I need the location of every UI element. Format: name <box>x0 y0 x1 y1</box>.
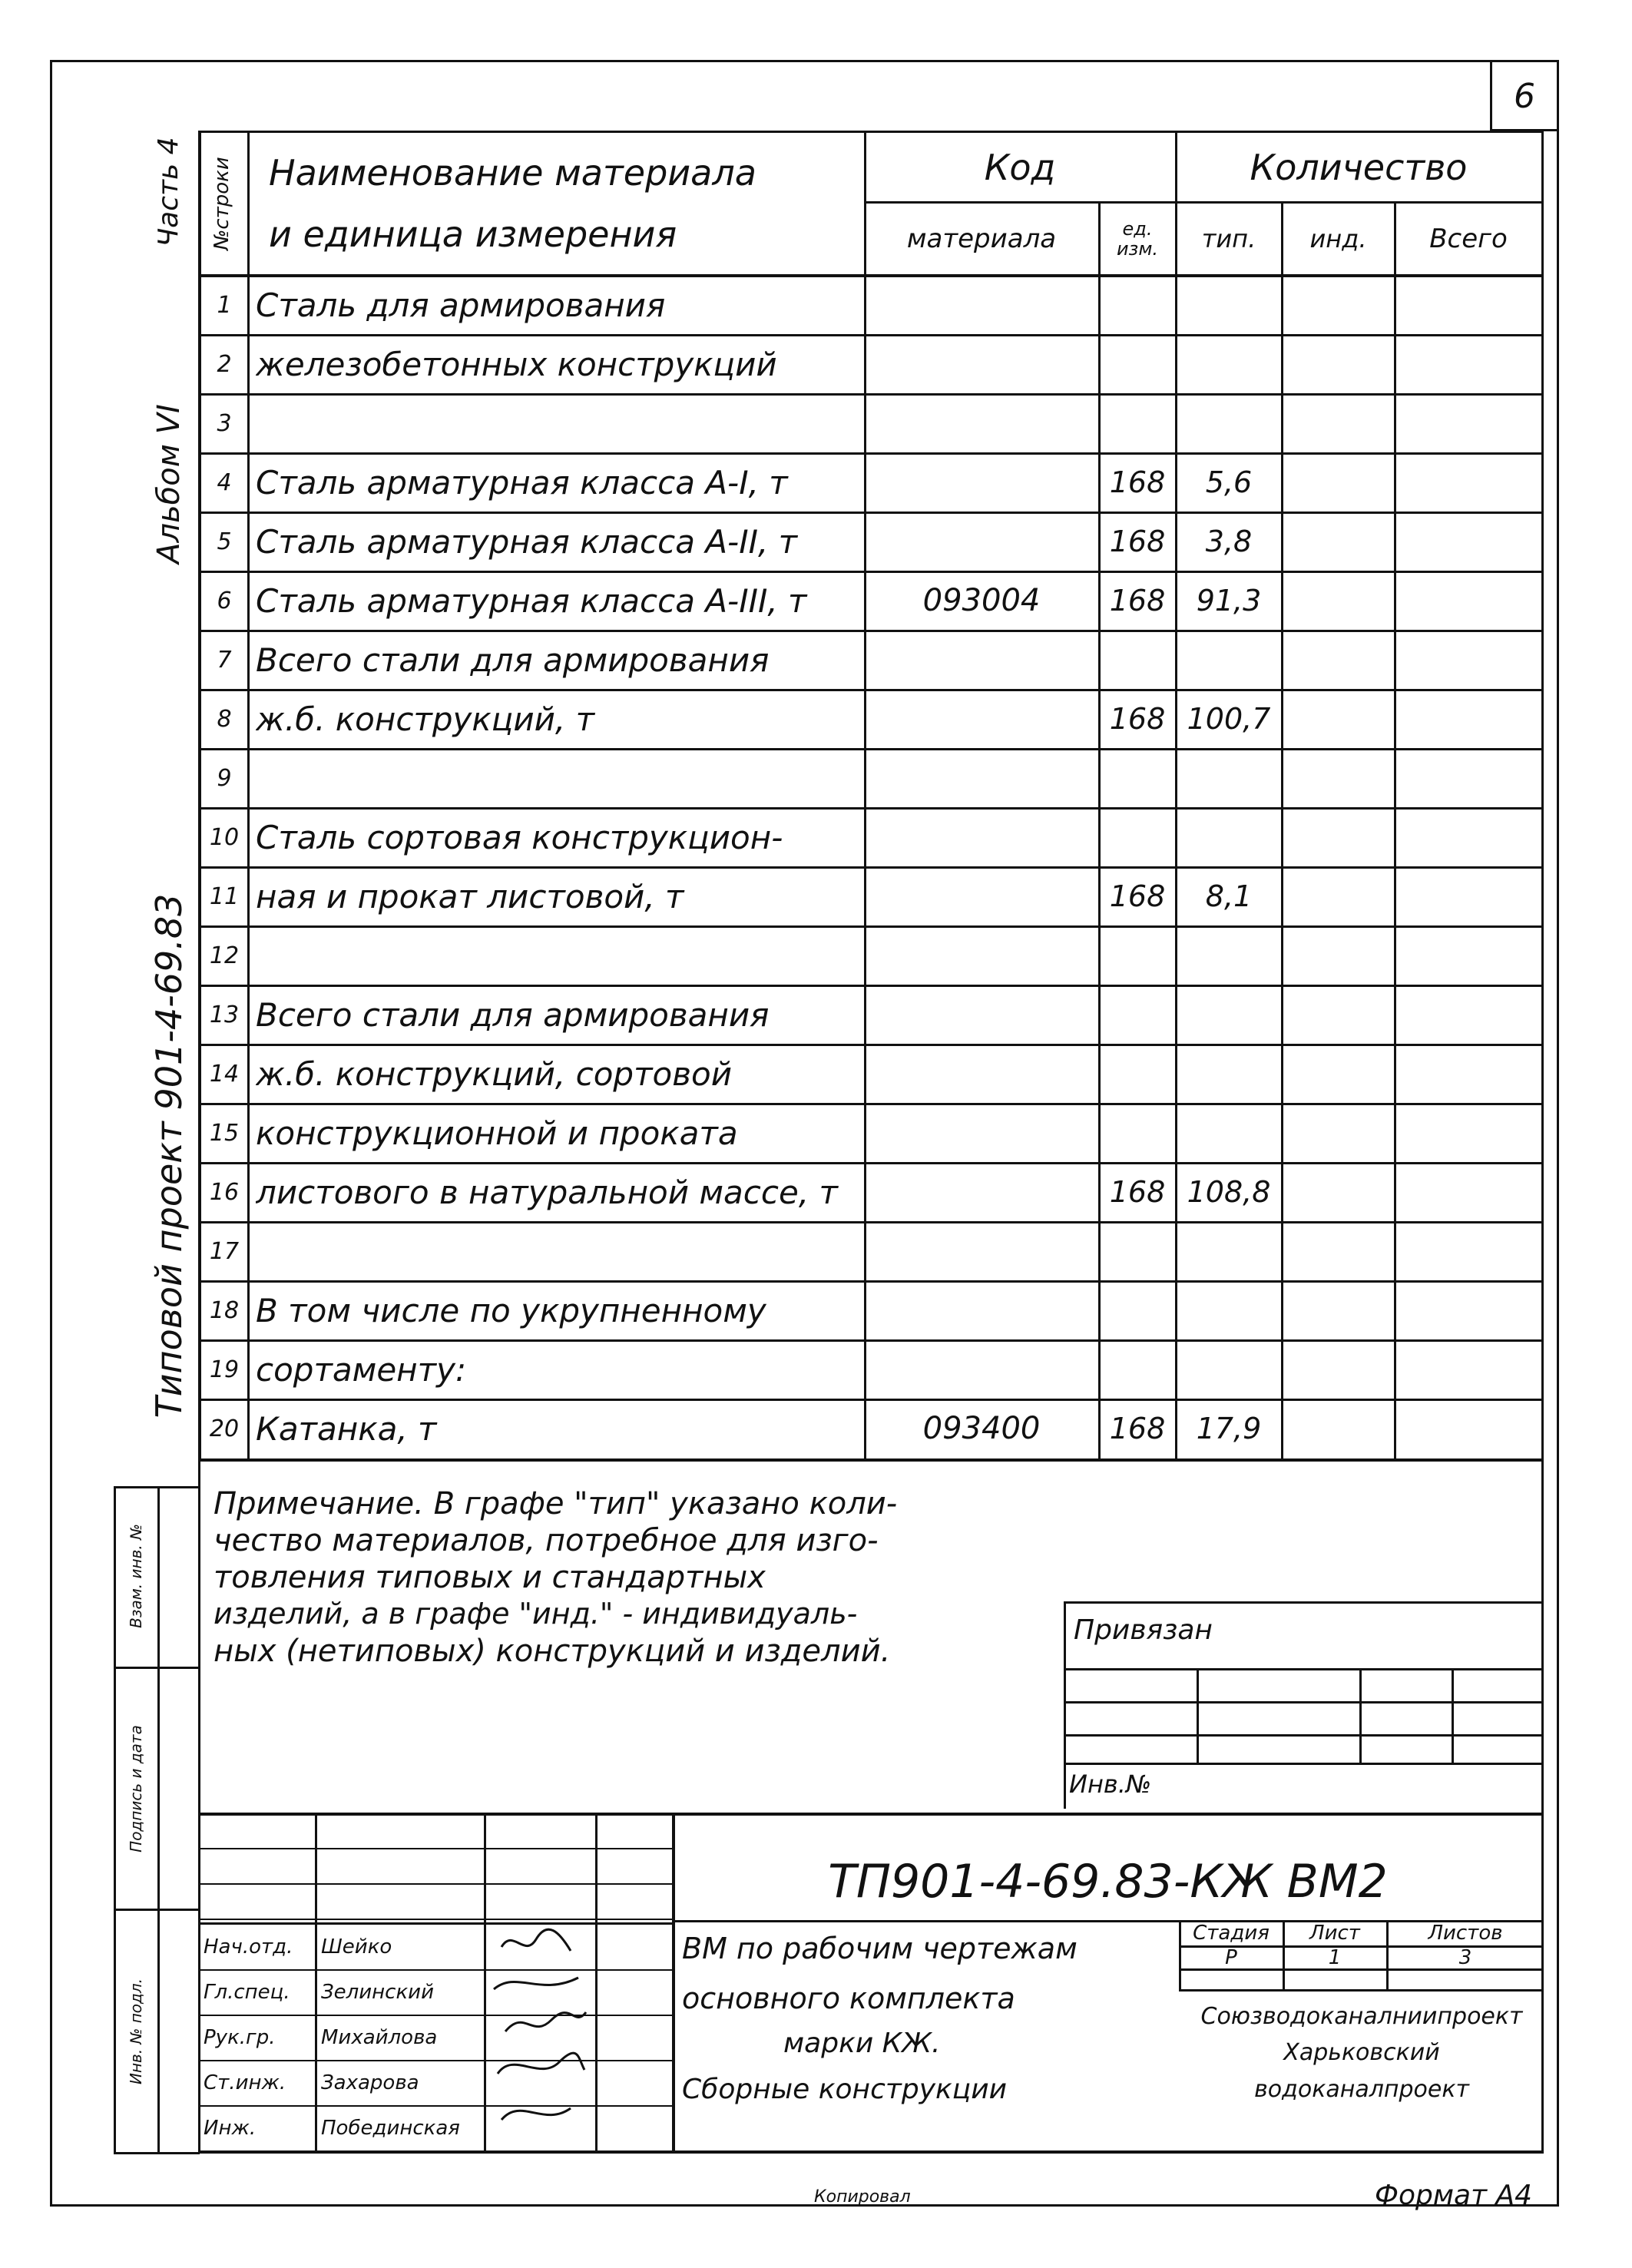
row-qty-ind <box>1283 868 1393 925</box>
side-label-album: Альбом VI <box>151 404 187 564</box>
row-unit-code <box>1101 1223 1174 1280</box>
row-qty-ind <box>1283 1400 1393 1457</box>
stamp-replace-inv: Взам. инв. № <box>127 1524 145 1628</box>
row-qty-typ <box>1177 809 1280 866</box>
row-qty-total <box>1396 690 1541 747</box>
row-material-code <box>866 1045 1097 1102</box>
row-material-code <box>866 1164 1097 1220</box>
row-qty-typ <box>1177 986 1280 1043</box>
row-unit-code <box>1101 336 1174 392</box>
stage-label: Стадия <box>1193 1922 1270 1945</box>
row-qty-typ <box>1177 276 1280 333</box>
row-number: 9 <box>217 764 232 792</box>
row-qty-ind <box>1283 1341 1393 1398</box>
organization-line1: Союзводоканалниипроект <box>1200 2002 1523 2030</box>
row-name: железобетонных конструкций <box>256 345 777 383</box>
row-unit-code <box>1101 986 1174 1043</box>
row-name: В том числе по укрупненному <box>256 1291 766 1329</box>
row-material-code <box>866 750 1097 806</box>
row-qty-typ <box>1177 1341 1280 1398</box>
note-line: чество материалов, потребное для изго- <box>214 1523 879 1558</box>
stamp-sign-date: Подпись и дата <box>127 1725 145 1852</box>
side-label-project: Типовой проект 901-4-69.83 <box>148 893 190 1419</box>
row-number: 6 <box>217 587 232 614</box>
signature-grid-line <box>198 1919 674 1920</box>
signer-role: Инж. <box>204 2116 257 2140</box>
row-name: Сталь арматурная класса А-III, т <box>256 581 807 620</box>
row-qty-ind <box>1283 750 1393 806</box>
format-label: Формат А4 <box>1375 2180 1533 2211</box>
row-name: Всего стали для армирования <box>256 995 770 1034</box>
row-name: ж.б. конструкций, т <box>256 700 595 738</box>
row-unit-code <box>1101 809 1174 866</box>
sheet-number: 6 <box>1514 76 1535 116</box>
row-qty-ind <box>1283 690 1393 747</box>
row-unit-code <box>1101 395 1174 452</box>
row-unit-code <box>1101 631 1174 688</box>
row-name: листового в натуральной массе, т <box>256 1173 838 1211</box>
row-qty-total <box>1396 572 1541 629</box>
row-number: 10 <box>209 823 240 851</box>
row-name <box>256 927 862 984</box>
signer-name: Захарова <box>321 2071 419 2094</box>
signer-name: Михайлова <box>321 2025 438 2049</box>
header-name-line2: и единица измерения <box>269 214 677 255</box>
row-qty-typ: 100,7 <box>1187 702 1271 736</box>
inventory-label: Инв.№ <box>1069 1770 1152 1799</box>
row-unit-code: 168 <box>1109 1412 1166 1445</box>
row-unit-code <box>1101 927 1174 984</box>
row-qty-ind <box>1283 1104 1393 1161</box>
side-label-part: Часть 4 <box>153 137 184 247</box>
row-qty-typ <box>1177 1282 1280 1339</box>
row-number: 14 <box>209 1060 240 1088</box>
row-qty-ind <box>1283 454 1393 511</box>
header-code: Код <box>984 146 1056 188</box>
header-quantity: Количество <box>1250 146 1468 188</box>
row-qty-total <box>1396 868 1541 925</box>
copied-by: Копировал <box>814 2187 911 2207</box>
title-line: Сборные конструкции <box>682 2074 1008 2105</box>
row-unit-code <box>1101 1045 1174 1102</box>
signature-grid-line <box>198 1883 674 1885</box>
row-unit-code: 168 <box>1109 584 1166 617</box>
signer-name: Зелинский <box>321 1980 434 2004</box>
signer-name: Шейко <box>321 1935 392 1958</box>
row-qty-total <box>1396 276 1541 333</box>
row-qty-total <box>1396 927 1541 984</box>
note-line: ных (нетиповых) конструкций и изделий. <box>214 1634 891 1669</box>
row-qty-ind <box>1283 809 1393 866</box>
row-name: конструкционной и проката <box>256 1114 738 1152</box>
row-number: 7 <box>217 646 232 674</box>
row-qty-total <box>1396 986 1541 1043</box>
row-unit-code: 168 <box>1109 1175 1166 1209</box>
row-qty-total <box>1396 336 1541 392</box>
row-qty-total <box>1396 809 1541 866</box>
row-number: 17 <box>209 1237 240 1265</box>
row-number: 15 <box>209 1119 240 1147</box>
row-material-code <box>866 809 1097 866</box>
row-number: 11 <box>209 882 240 910</box>
row-qty-typ <box>1177 927 1280 984</box>
row-material-code <box>866 454 1097 511</box>
row-number: 3 <box>217 409 232 437</box>
row-qty-ind <box>1283 276 1393 333</box>
signature-grid-line <box>198 1848 674 1849</box>
row-qty-ind <box>1283 572 1393 629</box>
row-qty-typ <box>1177 1223 1280 1280</box>
row-qty-ind <box>1283 1164 1393 1220</box>
row-unit-code <box>1101 750 1174 806</box>
row-material-code <box>866 927 1097 984</box>
organization-line2: Харьковский <box>1283 2039 1440 2066</box>
row-material-code <box>866 336 1097 392</box>
row-name <box>256 750 862 806</box>
row-qty-typ <box>1177 336 1280 392</box>
row-material-code <box>866 1104 1097 1161</box>
row-number: 16 <box>209 1178 240 1206</box>
row-name: Всего стали для армирования <box>256 641 770 679</box>
row-unit-code: 168 <box>1109 525 1166 558</box>
sheets-value: 3 <box>1458 1947 1472 1968</box>
row-material-code <box>866 276 1097 333</box>
header-name-line1: Наименование материала <box>269 152 756 194</box>
row-qty-ind <box>1283 513 1393 570</box>
row-qty-total <box>1396 454 1541 511</box>
stage-value: Р <box>1225 1947 1237 1968</box>
row-material-code: 093400 <box>922 1411 1041 1446</box>
row-qty-typ: 108,8 <box>1187 1175 1271 1209</box>
signer-name: Побединская <box>321 2116 460 2140</box>
row-qty-total <box>1396 1045 1541 1102</box>
document-code: ТП901-4-69.83-КЖ ВМ2 <box>828 1855 1388 1909</box>
row-qty-total <box>1396 1104 1541 1161</box>
row-number: 4 <box>217 468 232 496</box>
row-qty-total <box>1396 1341 1541 1398</box>
signer-role: Гл.спец. <box>204 1980 290 2004</box>
row-qty-total <box>1396 1282 1541 1339</box>
row-material-code <box>866 1341 1097 1398</box>
header-row-num: №строки <box>210 157 233 250</box>
row-qty-total <box>1396 1223 1541 1280</box>
sheets-label: Листов <box>1428 1922 1503 1945</box>
row-number: 19 <box>209 1356 240 1383</box>
sheet-value: 1 <box>1328 1947 1342 1968</box>
row-name: Сталь арматурная класса А-I, т <box>256 463 788 502</box>
row-name: ж.б. конструкций, сортовой <box>256 1055 732 1093</box>
note-line: товления типовых и стандартных <box>214 1560 766 1595</box>
row-qty-ind <box>1283 1282 1393 1339</box>
row-qty-typ <box>1177 631 1280 688</box>
row-number: 18 <box>209 1296 240 1324</box>
row-qty-total <box>1396 750 1541 806</box>
row-number: 20 <box>209 1415 240 1442</box>
title-line: ВМ по рабочим чертежам <box>682 1932 1078 1965</box>
header-typ: тип. <box>1201 224 1256 253</box>
row-material-code <box>866 1223 1097 1280</box>
row-number: 13 <box>209 1001 240 1028</box>
header-material: материала <box>906 223 1057 254</box>
row-qty-total <box>1396 395 1541 452</box>
note-line: изделий, а в графе "инд." - индивидуаль- <box>214 1597 858 1631</box>
row-number: 8 <box>217 705 232 733</box>
row-qty-typ: 8,1 <box>1205 879 1253 913</box>
row-unit-code: 168 <box>1109 879 1166 913</box>
row-qty-typ <box>1177 1104 1280 1161</box>
header-ind: инд. <box>1309 224 1367 253</box>
row-number: 1 <box>217 291 232 319</box>
row-qty-typ: 3,8 <box>1205 525 1253 558</box>
row-name: Сталь арматурная класса А-II, т <box>256 522 798 561</box>
row-material-code: 093004 <box>922 583 1041 618</box>
row-qty-ind <box>1283 336 1393 392</box>
row-qty-total <box>1396 513 1541 570</box>
signatures <box>486 1924 594 2150</box>
row-name: ная и прокат листовой, т <box>256 877 684 915</box>
row-unit-code: 168 <box>1109 465 1166 499</box>
header-total: Всего <box>1429 223 1508 254</box>
row-material-code <box>866 513 1097 570</box>
row-qty-total <box>1396 631 1541 688</box>
row-name: Катанка, т <box>256 1409 437 1448</box>
title-line: марки КЖ. <box>783 2028 941 2059</box>
row-qty-ind <box>1283 631 1393 688</box>
row-name <box>256 1223 862 1280</box>
row-qty-typ: 17,9 <box>1196 1412 1262 1445</box>
row-number: 5 <box>217 528 232 555</box>
header-unit: ед. изм. <box>1116 218 1159 260</box>
signer-role: Ст.инж. <box>204 2071 286 2094</box>
note-line: Примечание. В графе "тип" указано коли- <box>214 1486 898 1521</box>
signer-role: Нач.отд. <box>204 1935 293 1958</box>
row-material-code <box>866 868 1097 925</box>
row-unit-code <box>1101 1104 1174 1161</box>
row-number: 2 <box>217 350 232 378</box>
row-qty-typ <box>1177 750 1280 806</box>
row-qty-ind <box>1283 1045 1393 1102</box>
row-unit-code <box>1101 1341 1174 1398</box>
row-qty-ind <box>1283 1223 1393 1280</box>
row-qty-typ: 91,3 <box>1196 584 1262 617</box>
row-number: 12 <box>209 942 240 969</box>
stamp-inv-orig: Инв. № подл. <box>127 1978 145 2084</box>
sheet-label: Лист <box>1309 1922 1360 1945</box>
row-qty-total <box>1396 1400 1541 1457</box>
row-material-code <box>866 631 1097 688</box>
attached-label: Привязан <box>1074 1614 1213 1646</box>
row-material-code <box>866 395 1097 452</box>
title-line: основного комплекта <box>682 1982 1015 2015</box>
row-material-code <box>866 690 1097 747</box>
organization-line3: водоканалпроект <box>1254 2075 1469 2103</box>
row-unit-code: 168 <box>1109 702 1166 736</box>
row-qty-typ: 5,6 <box>1205 465 1253 499</box>
row-qty-typ <box>1177 395 1280 452</box>
row-qty-total <box>1396 1164 1541 1220</box>
row-qty-ind <box>1283 395 1393 452</box>
row-unit-code <box>1101 1282 1174 1339</box>
row-name: сортаменту: <box>256 1350 467 1389</box>
row-qty-typ <box>1177 1045 1280 1102</box>
signer-role: Рук.гр. <box>204 2025 276 2049</box>
row-material-code <box>866 986 1097 1043</box>
row-unit-code <box>1101 276 1174 333</box>
row-material-code <box>866 1282 1097 1339</box>
row-name: Сталь сортовая конструкцион- <box>256 818 783 856</box>
row-name <box>256 395 862 452</box>
row-qty-ind <box>1283 986 1393 1043</box>
row-name: Сталь для армирования <box>256 286 666 324</box>
row-qty-ind <box>1283 927 1393 984</box>
